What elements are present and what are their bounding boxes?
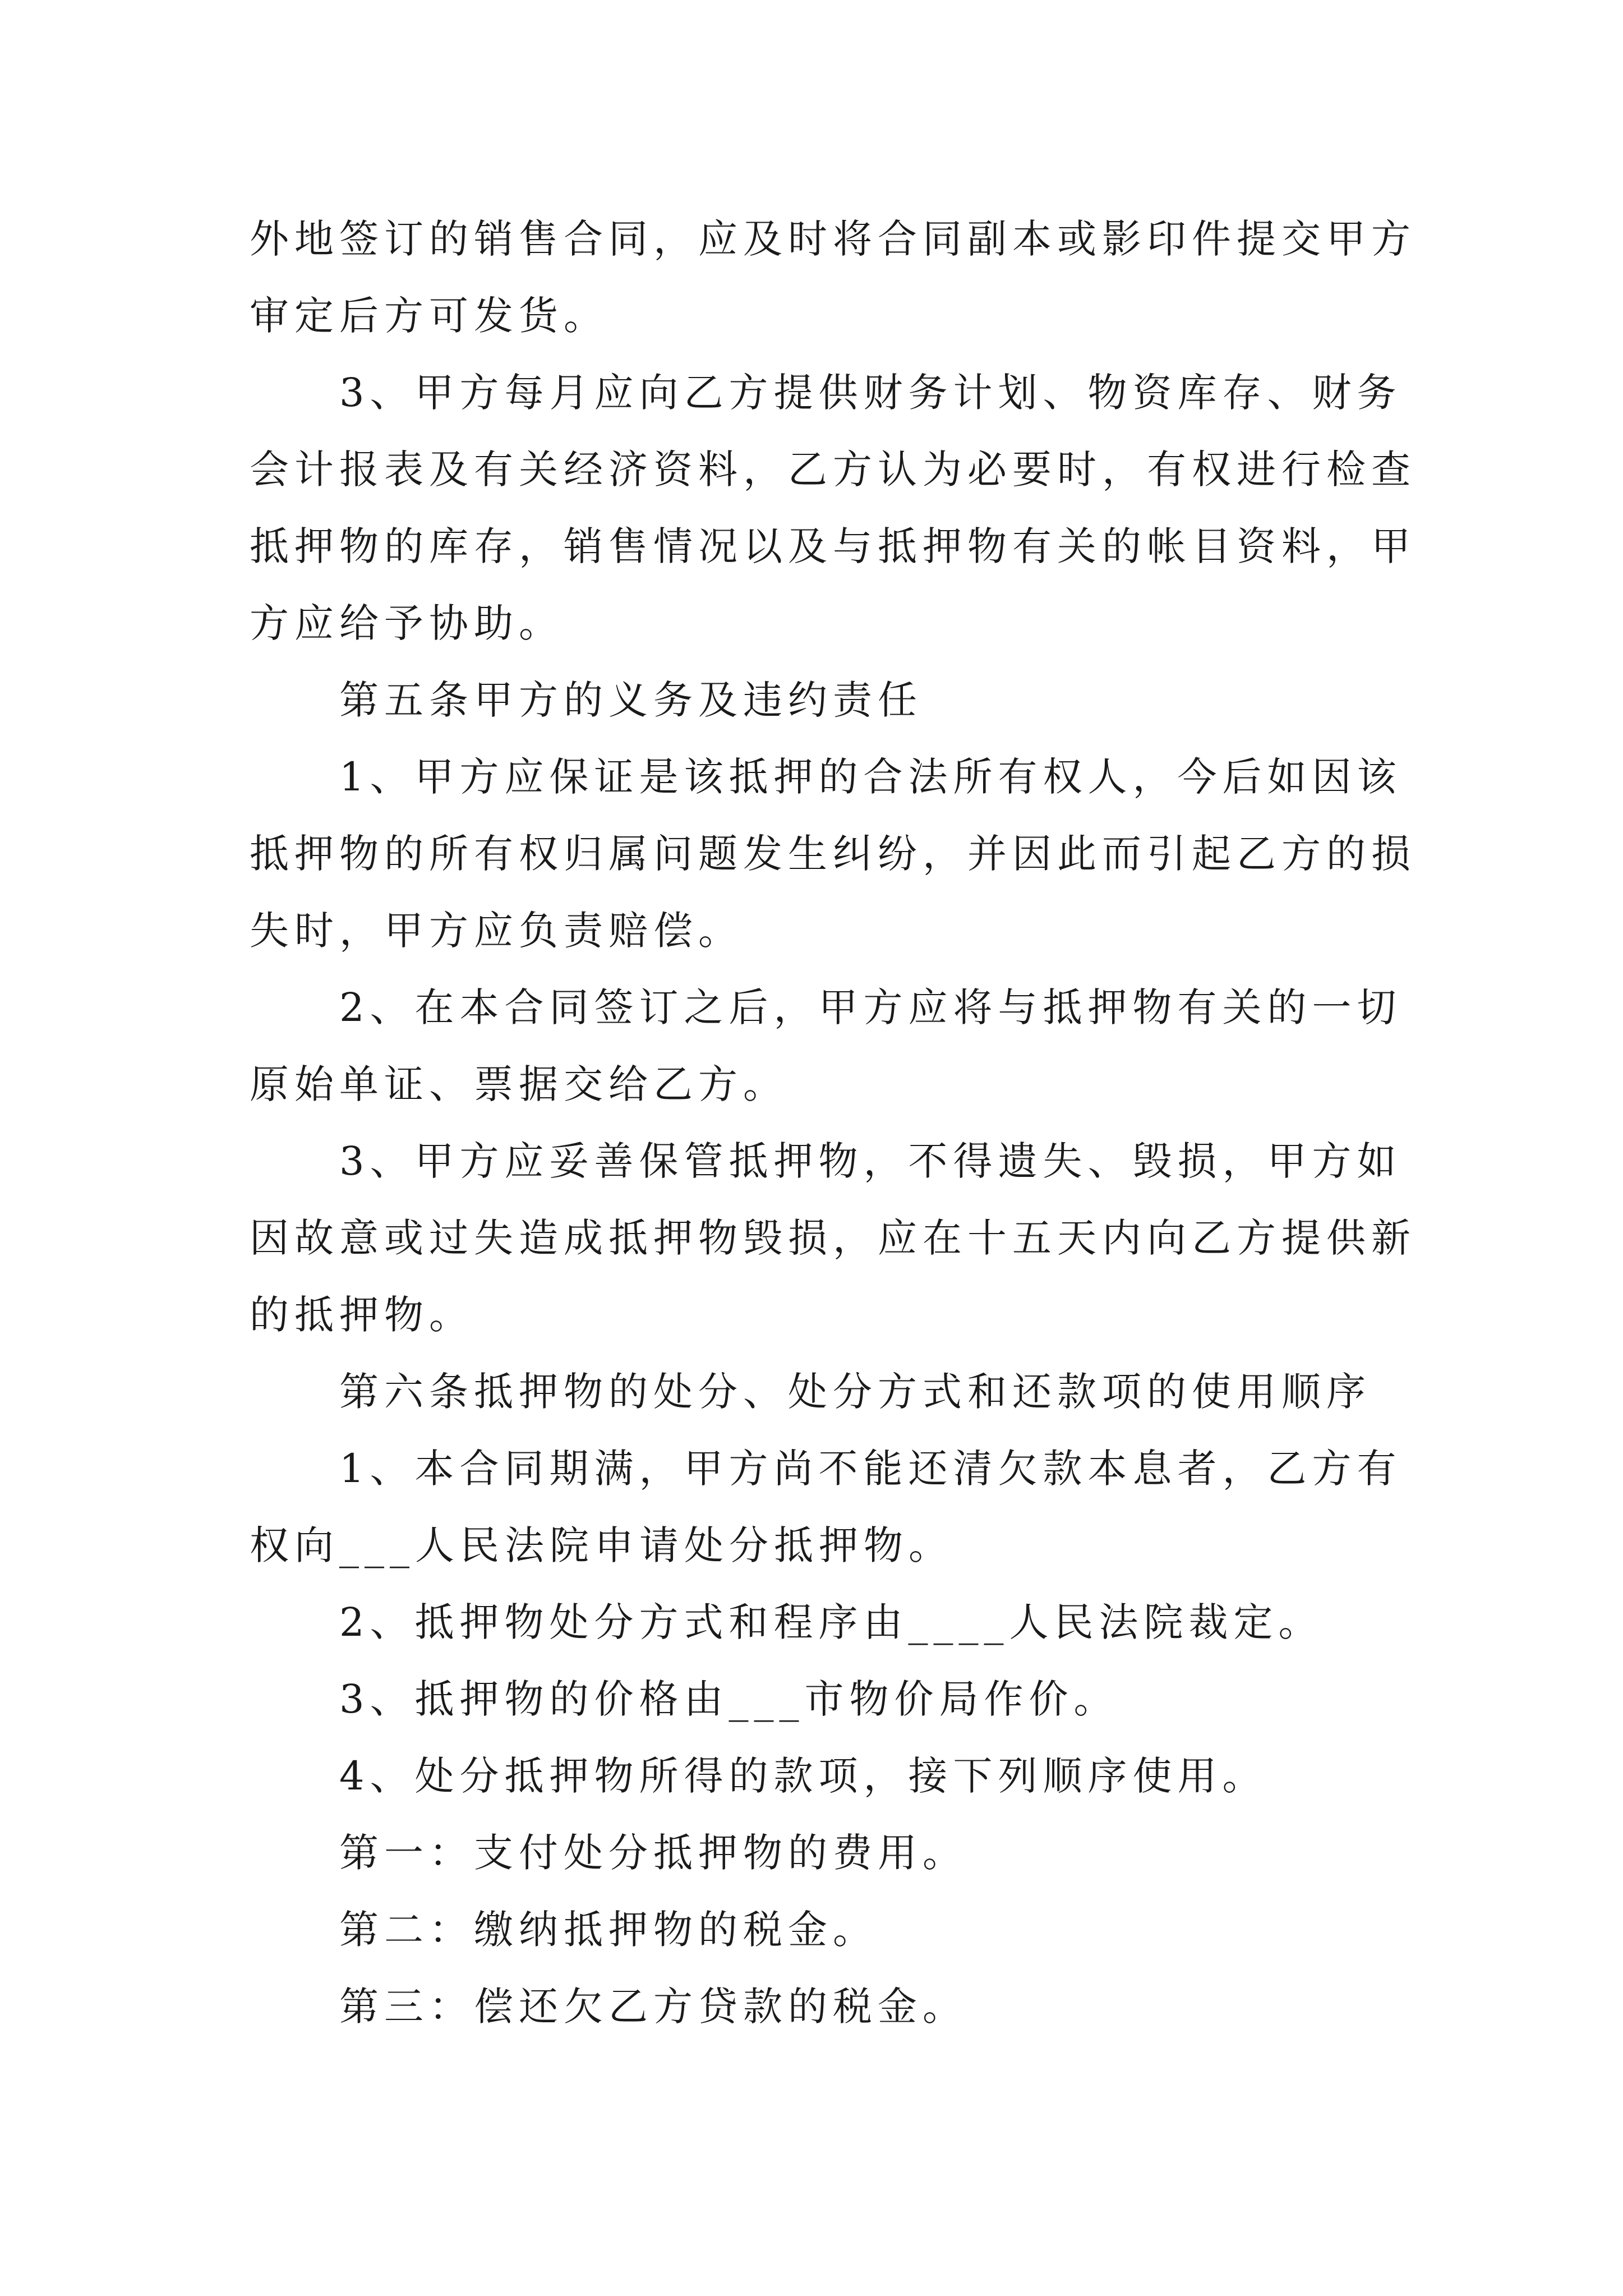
text-line: 2、在本合同签订之后，甲方应将与抵押物有关的一切	[339, 984, 1402, 1030]
text-line: 因故意或过失造成抵押物毁损，应在十五天内向乙方提供新	[250, 1215, 1416, 1261]
text-line: 第一：支付处分抵押物的费用。	[339, 1830, 967, 1876]
text-line: 失时，甲方应负责赔偿。	[250, 908, 743, 954]
text-line: 权向___人民法院申请处分抵押物。	[250, 1522, 953, 1568]
text-line: 会计报表及有关经济资料，乙方认为必要时，有权进行检查	[250, 447, 1416, 493]
text-line: 原始单证、票据交给乙方。	[250, 1061, 788, 1107]
text-line: 抵押物的所有权归属问题发生纠纷，并因此而引起乙方的损	[250, 831, 1416, 877]
text-line: 1、本合同期满，甲方尚不能还清欠款本息者，乙方有	[339, 1446, 1402, 1492]
text-line: 4、处分抵押物所得的款项，接下列顺序使用。	[339, 1753, 1267, 1799]
text-line: 外地签订的销售合同，应及时将合同副本或影印件提交甲方	[250, 216, 1416, 262]
text-line: 第二：缴纳抵押物的税金。	[339, 1907, 878, 1953]
text-line: 方应给予协助。	[250, 600, 564, 646]
text-line: 的抵押物。	[250, 1292, 474, 1338]
text-line: 3、甲方每月应向乙方提供财务计划、物资库存、财务	[339, 370, 1402, 416]
section-heading: 第六条抵押物的处分、处分方式和还款项的使用顺序	[339, 1369, 1371, 1415]
text-line: 3、抵押物的价格由___市物价局作价。	[339, 1676, 1119, 1722]
text-line: 第三：偿还欠乙方贷款的税金。	[339, 1984, 967, 2030]
text-line: 3、甲方应妥善保管抵押物，不得遗失、毁损，甲方如	[339, 1138, 1402, 1184]
section-heading: 第五条甲方的义务及违约责任	[339, 677, 923, 723]
text-line: 1、甲方应保证是该抵押的合法所有权人，今后如因该	[339, 754, 1402, 800]
text-line: 审定后方可发货。	[250, 293, 608, 339]
text-line: 抵押物的库存，销售情况以及与抵押物有关的帐目资料，甲	[250, 523, 1416, 569]
text-line: 2、抵押物处分方式和程序由____人民法院裁定。	[339, 1599, 1324, 1645]
document-body	[250, 201, 1416, 2045]
